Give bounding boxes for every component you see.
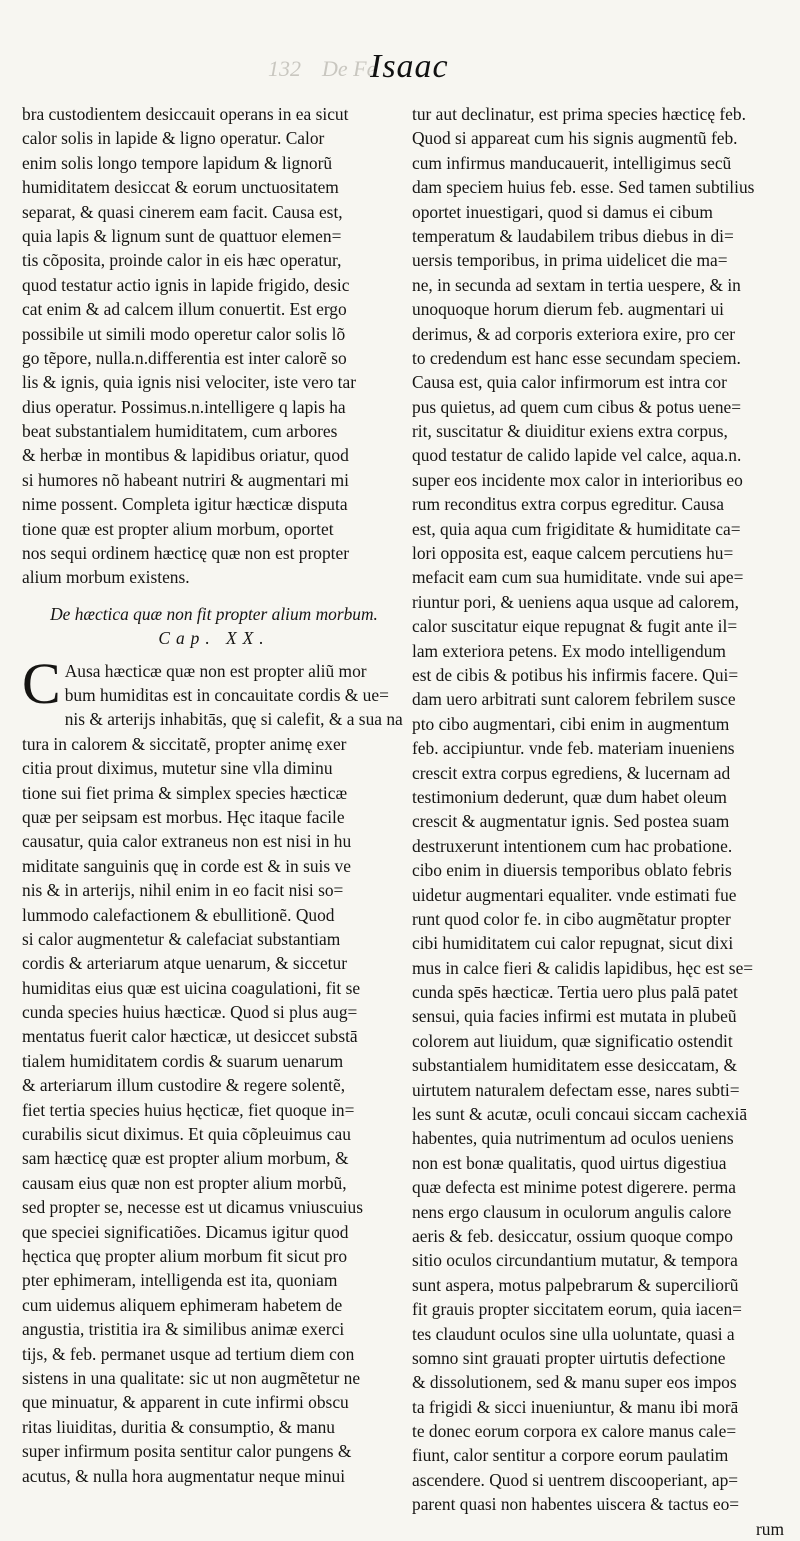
text-line: to credendum est hanc esse secundam speciem. xyxy=(412,347,741,368)
text-line: humiditatem desiccat & eorum unctuositatem xyxy=(22,177,339,198)
bleed-through-text-2: De Fe xyxy=(322,56,377,81)
text-line: tur aut declinatur, est prima species hæcticę feb. xyxy=(412,104,746,124)
text-line: ascendere. Quod si uentrem discooperiant, ap= xyxy=(412,1469,739,1490)
text-line: si calor augmentetur & calefaciat substantiam xyxy=(22,928,341,949)
text-line: quod testatur de calido lapide vel calce, aqua.n. xyxy=(412,445,742,466)
text-line: rum reconditus extra corpus egreditur. Causa xyxy=(412,494,724,515)
text-line: quæ per seipsam est morbus. Hęc itaque facile xyxy=(22,806,345,827)
running-header xyxy=(0,48,800,88)
text-line: pto cibo augmentari, cibi enim in augmentum xyxy=(412,713,730,734)
text-line: possibile ut simili modo operetur calor solis lõ xyxy=(22,323,346,344)
chapter-label: Cap. XX. xyxy=(158,628,270,649)
text-line: alium morbum existens. xyxy=(22,567,190,588)
catchword: rum xyxy=(755,1518,784,1539)
text-line: habentes, quia nutrimentum ad oculos ueniens xyxy=(412,1128,734,1149)
drop-cap: C xyxy=(22,650,61,716)
text-line: colorem aut liuidum, quæ significatio ostendit xyxy=(412,1030,733,1051)
text-line: sunt aspera, motus palpebrarum & superciliorũ xyxy=(412,1274,739,1295)
text-line: pus quietus, ad quem cum cibus & potus uene= xyxy=(412,396,742,417)
text-line: tione sui fiet prima & simplex species hæcticæ xyxy=(22,782,348,803)
bleed-through-text: 132 xyxy=(268,56,301,81)
text-line: lummodo calefactionem & ebullitionẽ. Quod xyxy=(22,904,335,925)
text-line: dam speciem huius feb. esse. Sed tamen subtilius xyxy=(412,177,755,198)
text-line: sensui, quia facies infirmi est mutata in plubeũ xyxy=(412,1006,737,1027)
text-line: derimus, & ad corporis exteriora exire, pro cer xyxy=(412,323,736,344)
text-line: destruxerunt intentionem cum hac probatione. xyxy=(412,835,733,856)
text-line: cat enim & ad calcem illum conuertit. Est ergo xyxy=(22,299,347,320)
text-line: sed propter se, necesse est ut dicamus vniuscuius xyxy=(22,1197,363,1218)
text-line: causam eius quæ non est propter alium morbũ, xyxy=(22,1172,347,1193)
text-line: lam exteriora petens. Ex modo intelligendum xyxy=(412,640,726,661)
text-line: runt quod color fe. in cibo augmẽtatur propter xyxy=(412,908,731,929)
text-line: tis cõposita, proinde calor in eis hæc operatur, xyxy=(22,250,342,271)
text-line: substantialem humiditatem esse desiccatam, & xyxy=(412,1055,738,1076)
text-line: mentatus fuerit calor hæcticæ, ut desiccet substā xyxy=(22,1026,358,1047)
text-line: cum infirmus manducauerit, intelligimus secũ xyxy=(412,152,732,173)
text-line: acutus, & nulla hora augmentatur neque minui xyxy=(22,1465,346,1486)
text-line: tijs, & feb. permanet usque ad tertium diem con xyxy=(22,1343,355,1364)
text-line: tura in calorem & siccitatẽ, propter animę exer xyxy=(22,733,347,754)
text-line: hęctica quę propter alium morbum fit sicut pro xyxy=(22,1246,348,1266)
text-line: aeris & feb. desiccatur, ossium quoque compo xyxy=(412,1225,733,1246)
text-line: angustia, tristitia ira & similibus animæ exerci xyxy=(22,1319,345,1340)
text-line: Ausa hæcticæ quæ non est propter aliũ mor xyxy=(64,660,367,681)
text-line: beat substantialem humiditatem, cum arbores xyxy=(22,421,338,442)
text-line: lis & ignis, quia ignis nisi velociter, iste vero tar xyxy=(22,372,357,393)
text-line: nis & arterijs inhabitās, quę si calefit, & a sua na xyxy=(64,709,403,730)
text-line: tialem humiditatem cordis & suarum uenarum xyxy=(22,1050,344,1071)
text-line: testimonium dederunt, quæ dum habet oleum xyxy=(412,786,727,807)
text-line: que speciei significatiões. Dicamus igitur quod xyxy=(22,1221,349,1242)
text-line: Causa est, quia calor infirmorum est intra cor xyxy=(412,372,727,393)
text-line: cunda spēs hæcticæ. Tertia uero plus palā patet xyxy=(412,982,738,1003)
text-line: nime possent. Completa igitur hæcticæ disputa xyxy=(22,494,348,515)
text-line: non est bonæ qualitatis, quod uirtus digestiua xyxy=(412,1152,727,1173)
text-line: Quod si appareat cum his signis augmentũ feb. xyxy=(412,128,738,149)
running-title: Isaac xyxy=(370,48,449,85)
text-line: go tẽpore, nulla.n.differentia est inter calorẽ so xyxy=(22,347,347,368)
text-line: tione quæ est propter alium morbum, oportet xyxy=(22,518,334,539)
chapter-title: De hæctica quæ non fit propter alium morbum. xyxy=(50,603,378,624)
text-line: parent quasi non habentes uiscera & tactus eo= xyxy=(412,1494,740,1515)
text-line: uidetur augmentari equaliter. vnde estimati fue xyxy=(412,884,737,905)
text-line: & dissolutionem, sed & manu super eos impos xyxy=(412,1372,737,1393)
text-line: fiet tertia species huius hęcticæ, fiet quoque in= xyxy=(22,1099,355,1120)
text-line: crescit extra corpus egrediens, & lucernam ad xyxy=(412,762,731,783)
text-line: ritas liuiditas, duritia & consumptio, & manu xyxy=(22,1416,335,1437)
text-line: les sunt & acutæ, oculi concaui siccam cachexiā xyxy=(412,1104,748,1125)
text-line: bra custodientem desiccauit operans in ea sicut xyxy=(22,104,349,124)
text-line: si humores nõ habeant nutriri & augmentari mi xyxy=(22,469,349,490)
text-line: humiditas eius quæ est uicina coagulationi, fit se xyxy=(22,977,361,998)
text-line: dam uero arbitrati sunt calorem febrilem susce xyxy=(412,689,736,710)
text-line: tes claudunt oculos sine ulla uoluntate, quasi a xyxy=(412,1323,735,1344)
text-line: cunda species huius hæcticæ. Quod si plus aug= xyxy=(22,1002,358,1023)
text-line: dius operatur. Possimus.n.intelligere q lapis ha xyxy=(22,396,346,417)
left-column-body-lower xyxy=(22,650,406,1488)
text-line: miditate sanguinis quę in corde est & in suis ve xyxy=(22,855,351,876)
text-line: que minuatur, & apparent in cute infirmi obscu xyxy=(22,1392,349,1413)
text-line: uersis temporibus, in prima uidelicet die ma= xyxy=(412,250,728,271)
text-line: fiunt, calor sentitur a corpore eorum paulatim xyxy=(412,1445,729,1466)
right-column xyxy=(412,102,796,1541)
text-line: mefacit eam cum sua humiditate. vnde sui ape= xyxy=(412,567,744,588)
left-column-body-upper xyxy=(22,102,406,590)
text-line: separat, & quasi cinerem eam facit. Causa est, xyxy=(22,201,343,222)
text-line: fit grauis propter siccitatem eorum, quia iacen= xyxy=(412,1299,742,1320)
right-column-body xyxy=(412,102,796,1517)
text-line: curabilis sicut diximus. Et quia cõpleuimus cau xyxy=(22,1124,351,1145)
text-line: nens ergo clausum in oculorum angulis calore xyxy=(412,1201,732,1222)
text-line: lori opposita est, eaque calcem percutiens hu= xyxy=(412,543,734,564)
text-line: cibi humiditatem cui calor repugnat, sicut dixi xyxy=(412,933,734,954)
text-line: est de cibis & potibus his infirmis facere. Qui= xyxy=(412,664,739,685)
text-line: rit, suscitatur & diuiditur exiens extra corpus, xyxy=(412,421,728,442)
text-line: & herbæ in montibus & lapidibus oriatur, quod xyxy=(22,445,349,466)
text-line: bum humiditas est in concauitate cordis & ue= xyxy=(64,685,389,706)
text-line: quæ defecta est minime potest digerere. perma xyxy=(412,1177,737,1198)
text-line: pter ephimeram, intelligenda est ita, quoniam xyxy=(22,1270,338,1291)
text-line: calor solis in lapide & ligno operatur. Calor xyxy=(22,128,325,149)
text-line: riuntur pori, & ueniens aqua usque ad calorem, xyxy=(412,591,739,612)
text-line: somno sint grauati propter uirtutis defectione xyxy=(412,1347,726,1368)
text-line: quia lapis & lignum sunt de quattuor elemen= xyxy=(22,225,342,246)
text-line: sistens in una qualitate: sic ut non augmẽtetur ne xyxy=(22,1367,361,1388)
text-line: unoquoque horum dierum feb. augmentari ui xyxy=(412,299,724,320)
text-line: calor suscitatur eique repugnat & fugit ante il= xyxy=(412,616,738,637)
text-line: super eos incidente mox calor in interioribus eo xyxy=(412,469,743,490)
text-line: causatur, quia calor extraneus non est nisi in hu xyxy=(22,831,352,852)
text-line: nos sequi ordinem hæcticę quæ non est propter xyxy=(22,543,349,564)
text-line: oportet inuestigari, quod si damus ei cibum xyxy=(412,201,713,222)
text-line: cordis & arteriarum atque uenarum, & siccetur xyxy=(22,953,347,974)
text-line: sam hæcticę quæ est propter alium morbum, & xyxy=(22,1148,349,1169)
text-line: cibo enim in diuersis temporibus oblato febris xyxy=(412,860,732,881)
text-line: & arteriarum illum custodire & regere solentẽ, xyxy=(22,1075,346,1096)
text-line: uirtutem naturalem defectam esse, nares subti= xyxy=(412,1079,740,1100)
text-line: nis & in arterijs, nihil enim in eo facit nisi so= xyxy=(22,880,344,901)
text-line: mus in calce fieri & calidis lapidibus, hęc est se= xyxy=(412,957,754,978)
text-line: super infirmum posita sentitur calor pungens & xyxy=(22,1441,352,1462)
text-line: citia prout diximus, mutetur sine vlla diminu xyxy=(22,758,333,779)
text-line: temperatum & laudabilem tribus diebus in di= xyxy=(412,225,734,246)
text-line: cum uidemus aliquem ephimeram habetem de xyxy=(22,1294,343,1315)
spacer xyxy=(22,651,406,659)
text-line: ta frigidi & sicci inueniuntur, & manu ibi morā xyxy=(412,1396,739,1417)
text-line: est, quia aqua cum frigiditate & humiditate ca= xyxy=(412,518,741,539)
left-column xyxy=(22,102,406,1488)
text-line: ne, in secunda ad sextam in tertia uespere, & in xyxy=(412,274,741,295)
text-line: crescit & augmentatur ignis. Sed postea suam xyxy=(412,811,730,832)
text-line: quod testatur actio ignis in lapide frigido, desic xyxy=(22,274,350,295)
text-line: te donec eorum corpora ex calore manus cale= xyxy=(412,1421,737,1442)
text-line: sitio oculos circundantium mutatur, & tempora xyxy=(412,1250,738,1271)
text-line: feb. accipiuntur. vnde feb. materiam inueniens xyxy=(412,738,735,759)
text-line: enim solis longo tempore lapidum & lignorũ xyxy=(22,152,333,173)
